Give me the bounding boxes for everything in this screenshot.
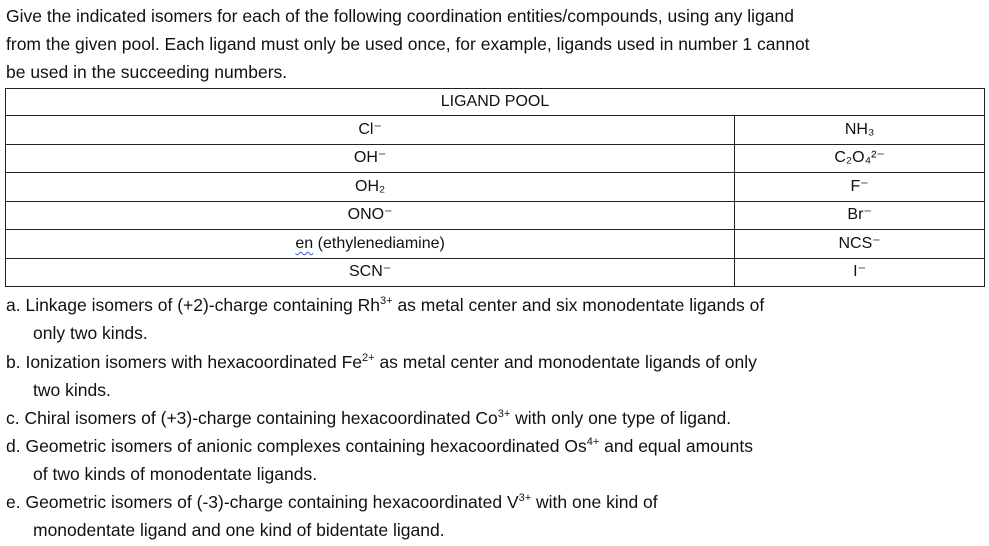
ligand-pool-title: LIGAND POOL: [6, 89, 985, 116]
question-text: as metal center and monodentate ligands of only: [374, 352, 757, 372]
charge: 3+: [518, 492, 532, 504]
question-e: [6, 491, 658, 513]
question-text: a. Linkage isomers of (+2)-charge containing Rh: [6, 295, 381, 315]
ligand-pool-table: [5, 88, 985, 287]
question-a-cont: only two kinds.: [33, 323, 148, 343]
intro-line: from the given pool. Each ligand must only be used once, for example, ligands used in number 1 cannot: [6, 34, 810, 54]
question-text: with only one type of ligand.: [510, 408, 732, 428]
question-c: [6, 407, 731, 429]
en-fullname: (ethylenediamine): [313, 234, 445, 252]
question-d: [6, 435, 753, 457]
question-text: with one kind of: [531, 492, 658, 512]
ligand-cell: Cl⁻: [6, 116, 735, 145]
ligand-cell: I⁻: [735, 258, 985, 287]
charge: 3+: [497, 408, 511, 420]
question-text: b. Ionization isomers with hexacoordinated Fe: [6, 352, 363, 372]
intro-line: be used in the succeeding numbers.: [6, 62, 288, 82]
question-b: [6, 351, 757, 373]
ligand-cell: C₂O₄²⁻: [735, 144, 985, 173]
ligand-cell: OH₂: [6, 173, 735, 202]
question-text: d. Geometric isomers of anionic complexes containing hexacoordinated Os: [6, 436, 587, 456]
question-text: as metal center and six monodentate ligands of: [392, 295, 765, 315]
question-text: and equal amounts: [599, 436, 753, 456]
ligand-cell: Br⁻: [735, 201, 985, 230]
question-text: c. Chiral isomers of (+3)-charge containing hexacoordinated Co: [6, 408, 498, 428]
ligand-cell: SCN⁻: [6, 258, 735, 287]
question-d-cont: of two kinds of monodentate ligands.: [33, 464, 318, 484]
ligand-cell: ONO⁻: [6, 201, 735, 230]
intro-line: Give the indicated isomers for each of the following coordination entities/compounds, using any ligand: [6, 6, 794, 26]
question-a: [6, 294, 764, 316]
ligand-cell: NH₃: [735, 116, 985, 145]
question-e-cont: monodentate ligand and one kind of bidentate ligand.: [33, 520, 445, 540]
ligand-cell: NCS⁻: [735, 230, 985, 259]
charge: 2+: [362, 352, 375, 364]
en-abbrev: en: [295, 234, 314, 252]
ligand-cell: F⁻: [735, 173, 985, 202]
charge: 4+: [586, 436, 600, 448]
ligand-cell-en: [6, 230, 735, 259]
question-text: e. Geometric isomers of (-3)-charge containing hexacoordinated V: [6, 492, 519, 512]
ligand-cell: OH⁻: [6, 144, 735, 173]
question-b-cont: two kinds.: [33, 380, 111, 400]
charge: 3+: [380, 295, 393, 307]
